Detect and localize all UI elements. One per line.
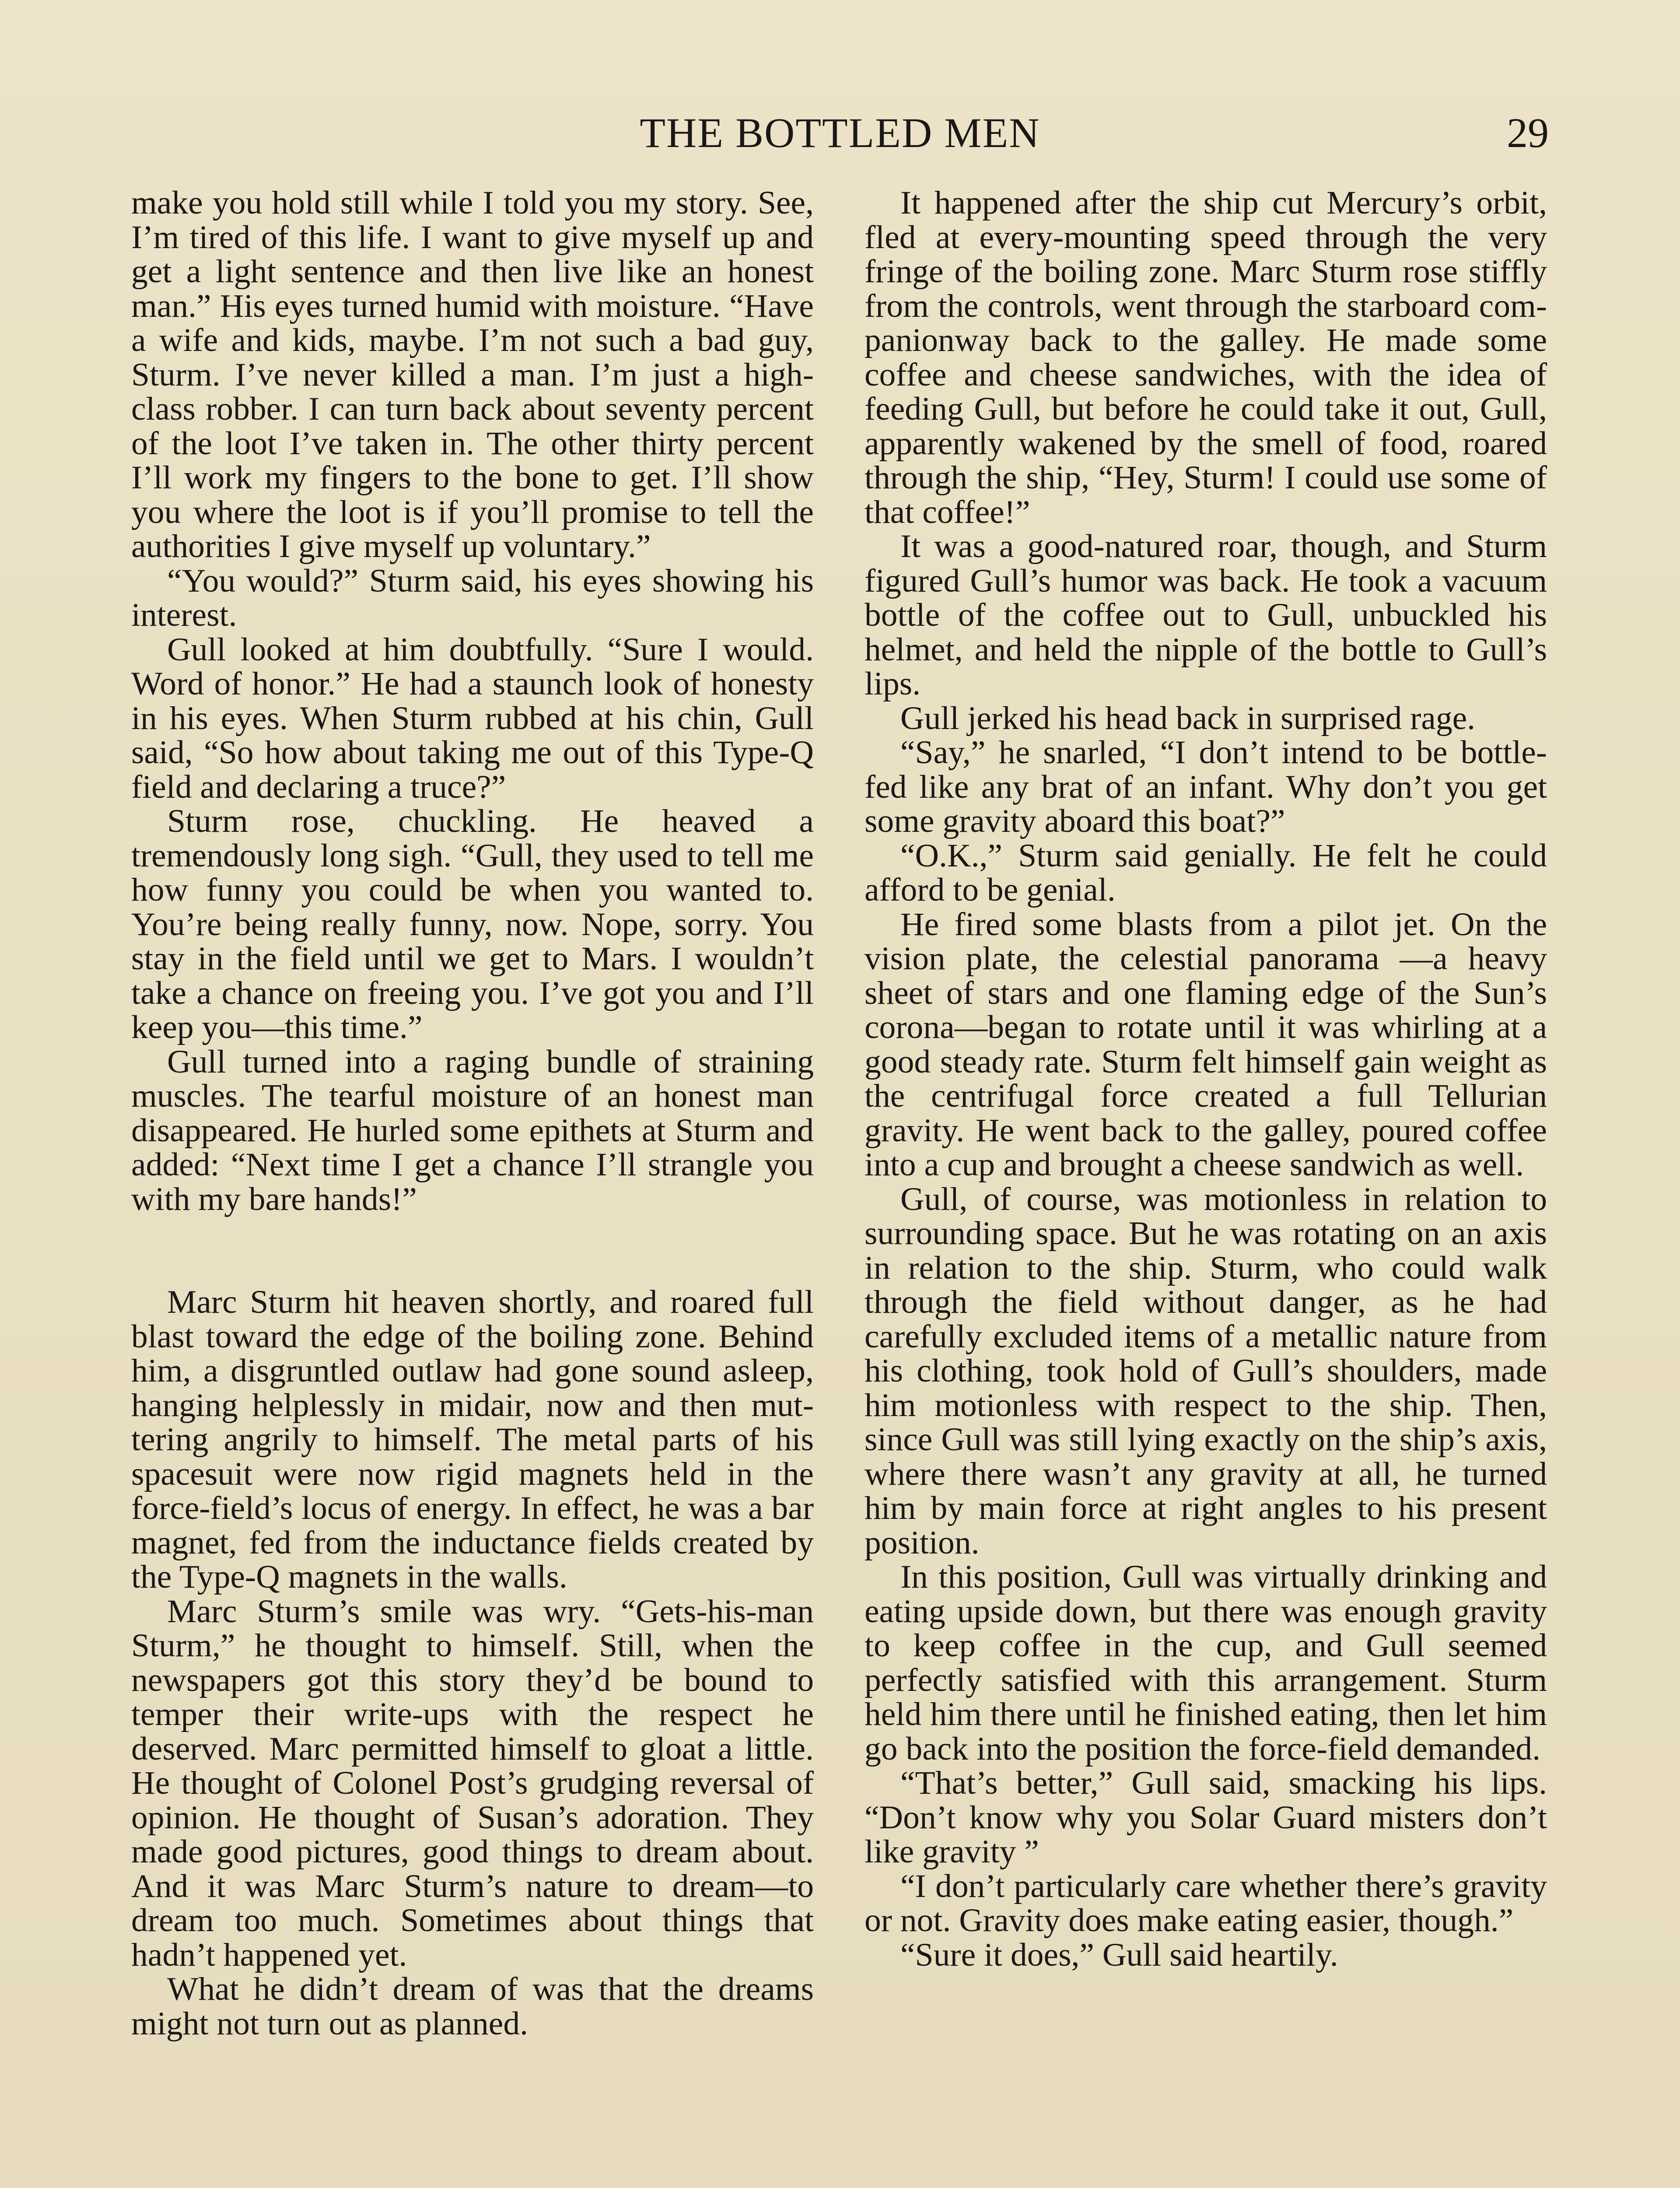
paragraph: Marc Sturm’s smile was wry. “Gets-his-man Sturm,” he thought to himself. Still, when the newspapers got this story they’d be bound to temper their write-ups with the respect he deserved. Marc permitted himself to gloat a little. He thought of Colonel Post’s grudging reversal of opinion. He thought of Susan’s adoration. They made good pictures, good things to dream about. And it was Marc Sturm’s nature to dream—to dream too much. Sometimes about things that hadn’t happened yet.	[131, 1593, 814, 1973]
section-break-paragraph: Marc Sturm hit heaven shortly, and roared full blast toward the edge of the boiling zone. Behind him, a disgruntled outlaw had gone sound asleep, hanging helplessly in midair, now and then muttering angrily to himself. The metal parts of his spacesuit were now rigid magnets held in the force-field’s locus of energy. In effect, he was a bar magnet, fed from the inductance fields created by the Type-Q magnets in the walls.	[131, 1284, 814, 1595]
running-title: THE BOTTLED MEN	[640, 109, 1040, 156]
paragraph: Gull jerked his head back in surprised rage.	[900, 700, 1476, 736]
right-column	[864, 186, 1547, 1972]
left-column	[131, 186, 814, 2041]
paragraph: “You would?” Sturm said, his eyes showing his interest.	[131, 562, 814, 633]
paragraph: Sturm rose, chuckling. He heaved a tremendously long sigh. “Gull, they used to tell me how funny you could be when you wanted to. You’re being really funny, now. Nope, sorry. You stay in the field until we get to Mars. I wouldn’t take a chance on freeing you. I’ve got you and I’ll keep you—this time.”	[131, 803, 814, 1045]
paragraph: He fired some blasts from a pilot jet. On the vision plate, the celestial panorama —a heavy sheet of stars and one flaming edge of the Sun’s corona—began to rotate until it was whirling at a good steady rate. Sturm felt himself gain weight as the centrifugal force created a full Tellurian gravity. He went back to the galley, poured coffee into a cup and brought a cheese sandwich as well.	[864, 906, 1547, 1183]
paragraph: It was a good-natured roar, though, and Sturm figured Gull’s humor was back. He took a vacuum bottle of the coffee out to Gull, unbuckled his helmet, and held the nipple of the bottle to Gull’s lips.	[864, 528, 1547, 702]
paragraph: Gull turned into a raging bundle of straining muscles. The tearful moisture of an honest man disappeared. He hurled some epithets at Sturm and added: “Next time I get a chance I’ll strangle you with my bare hands!”	[131, 1043, 814, 1217]
paragraph: In this position, Gull was virtually drinking and eating upside down, but there was enough gravity to keep coffee in the cup, and Gull seemed perfectly satisfied with this arrangement. Sturm held him there until he finished eating, then let him go back into the position the force-field demanded.	[864, 1559, 1547, 1767]
paragraph: It happened after the ship cut Mercury’s orbit, fled at every-mounting speed through the very fringe of the boiling zone. Marc Sturm rose stiffly from the controls, went through the starboard companionway back to the galley. He made some coffee and cheese sandwiches, with the idea of feeding Gull, but before he could take it out, Gull, apparently wakened by the smell of food, roared through the ship, “Hey, Sturm! I could use some of that coffee!”	[864, 185, 1547, 530]
paragraph: “Say,” he snarled, “I don’t intend to be bottle-fed like any brat of an infant. Why don’t you get some gravity aboard this boat?”	[864, 734, 1547, 839]
page-header	[131, 100, 1549, 161]
paragraph: What he didn’t dream of was that the dreams might not turn out as planned.	[131, 1971, 814, 2042]
paragraph: “I don’t particularly care whether there’s gravity or not. Gravity does make eating easier, though.”	[864, 1868, 1547, 1939]
paragraph: Gull, of course, was motionless in relation to surrounding space. But he was rotating on an axis in relation to the ship. Sturm, who could walk through the field without danger, as he had carefully excluded items of a metallic nature from his clothing, took hold of Gull’s shoulders, made him motionless with respect to the ship. Then, since Gull was still lying exactly on the ship’s axis, where there wasn’t any gravity at all, he turned him by main force at right angles to his present position.	[864, 1181, 1547, 1561]
paragraph: “Sure it does,” Gull said heartily.	[900, 1936, 1338, 1973]
page-number: 29	[1507, 109, 1549, 156]
paragraph: “O.K.,” Sturm said genially. He felt he could afford to be genial.	[864, 837, 1547, 908]
paragraph: make you hold still while I told you my story. See, I’m tired of this life. I want to give myself up and get a light sentence and then live like an honest man.” His eyes turned humid with moisture. “Have a wife and kids, maybe. I’m not such a bad guy, Sturm. I’ve never killed a man. I’m just a high-class robber. I can turn back about seventy percent of the loot I’ve taken in. The other thirty percent I’ll work my fingers to the bone to get. I’ll show you where the loot is if you’ll promise to tell the authorities I give myself up voluntary.”	[131, 185, 814, 565]
paragraph: Gull looked at him doubtfully. “Sure I would. Word of honor.” He had a staunch look of honesty in his eyes. When Sturm rubbed at his chin, Gull said, “So how about taking me out of this Type-Q field and declaring a truce?”	[131, 631, 814, 805]
paragraph: “That’s better,” Gull said, smacking his lips. “Don’t know why you Solar Guard misters don’t like gravity ”	[864, 1765, 1547, 1870]
